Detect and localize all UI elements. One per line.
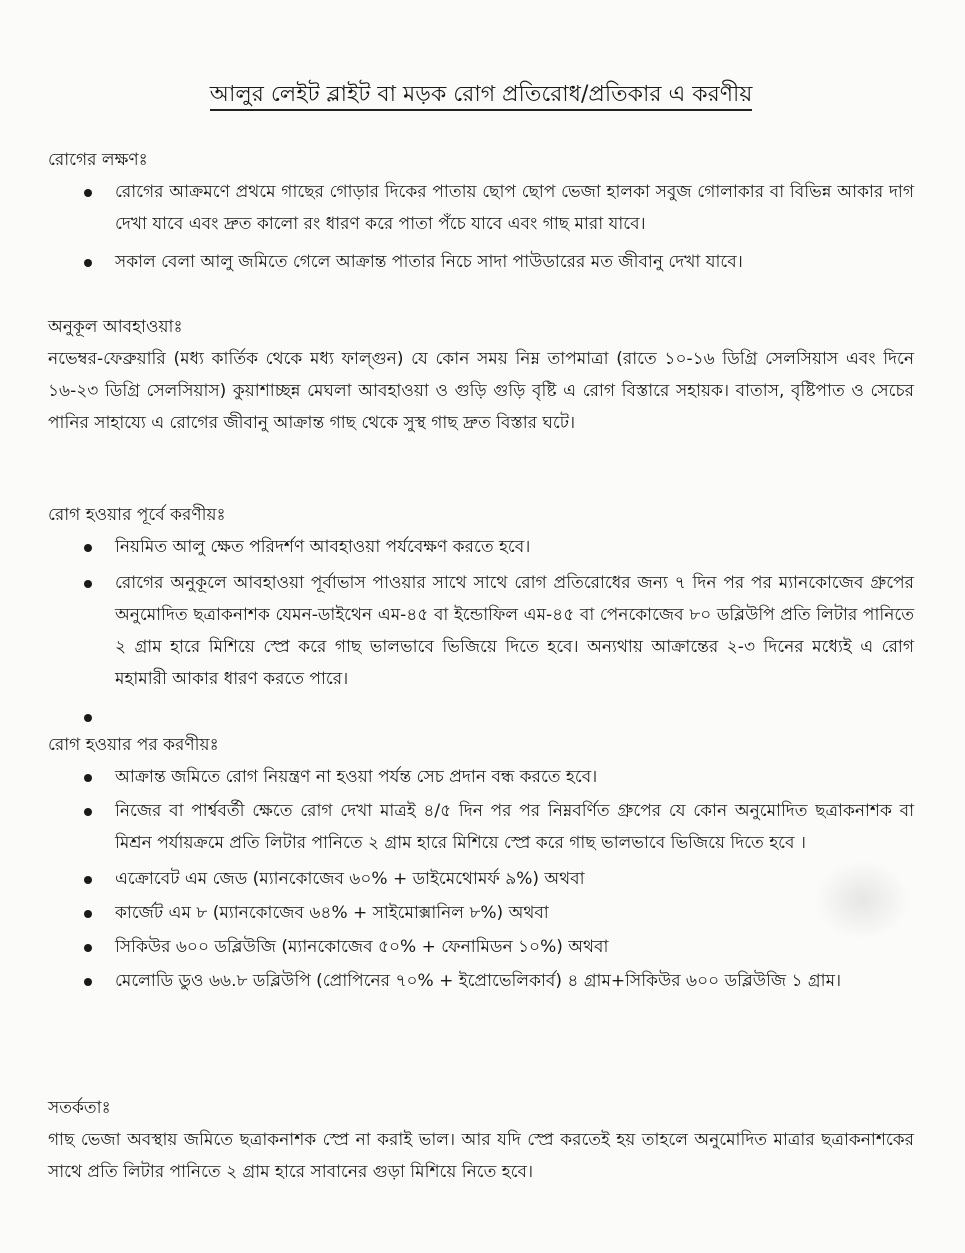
list-item: রোগের আক্রমণে প্রথমে গাছের গোড়ার দিকের পাতায় ছোপ ছোপ ভেজা হালকা সবুজ গোলাকার বা বিভিন্ন আকার দাগ দেখা যাবে এবং দ্রুত কালো রং ধারণ করে পাতা পঁচে যাবে এবং গাছ মারা যাবে। — [48, 176, 914, 240]
section-heading: রোগ হওয়ার পূর্বে করণীয়ঃ — [48, 505, 226, 525]
section-caution — [48, 1092, 914, 1188]
list-item: রোগের অনুকূলে আবহাওয়া পূর্বাভাস পাওয়ার সাথে সাথে রোগ প্রতিরোধের জন্য ৭ দিন পর পর ম্যানকোজেব গ্রুপের অনুমোদিত ছত্রাকনাশক যেমন-ডাইথেন এম-৪৫ বা ইন্ডোফিল এম-৪৫ বা পেনকোজেব ৮০ ডব্লিউপি প্রতি লিটার পানিতে ২ গ্রাম হারে মিশিয়ে স্প্রে করে গাছ ভালভাবে ভিজিয়ে দিতে হবে। অন্যথায় আক্রান্তের ২-৩ দিনের মধ্যেই এ রোগ মহামারী আকার ধারণ করতে পারে। — [48, 567, 914, 695]
list-item: নিয়মিত আলু ক্ষেত পরিদর্শণ আবহাওয়া পর্যবেক্ষণ করতে হবে। — [48, 531, 914, 563]
document-title — [48, 78, 914, 112]
section-after — [48, 729, 914, 997]
list-item: আক্রান্ত জমিতে রোগ নিয়ন্ত্রণ না হওয়া পর্যন্ত সেচ প্রদান বন্ধ করতে হবে। — [48, 761, 914, 793]
section-heading: রোগের লক্ষণঃ — [48, 150, 148, 170]
before-list — [48, 531, 914, 733]
caution-paragraph: গাছ ভেজা অবস্থায় জমিতে ছত্রাকনাশক স্প্রে না করাই ভাল। আর যদি স্প্রে করতেই হয় তাহলে অনুমোদিত মাত্রার ছত্রাকনাশকের সাথে প্রতি লিটার পানিতে ২ গ্রাম হারে সাবানের গুড়া মিশিয়ে নিতে হবে। — [48, 1130, 914, 1182]
section-before — [48, 499, 914, 733]
section-weather — [48, 311, 914, 439]
fungicide-item: সিকিউর ৬০০ ডব্লিউজি (ম্যানকোজেব ৫০% + ফেনামিডন ১০%) অথবা — [48, 931, 914, 963]
section-heading: অনুকূল আবহাওয়াঃ — [48, 317, 183, 337]
list-item: নিজের বা পার্শ্ববর্তী ক্ষেতে রোগ দেখা মাত্রই ৪/৫ দিন পর পর নিম্নবর্ণিত গ্রুপের যে কোন অনুমোদিত ছত্রাকনাশক বা মিশ্রন পর্যায়ক্রমে প্রতি লিটার পানিতে ২ গ্রাম হারে মিশিয়ে স্প্রে করে গাছ ভালভাবে ভিজিয়ে দিতে হবে । — [48, 795, 914, 859]
section-symptoms — [48, 144, 914, 278]
fungicide-item: মেলোডি ডুও ৬৬.৮ ডব্লিউপি (প্রোপিনের ৭০% + ইপ্রোভেলিকার্ব) ৪ গ্রাম+সিকিউর ৬০০ ডব্লিউজি ১ গ্রাম। — [48, 965, 914, 997]
after-list — [48, 761, 914, 997]
title-text: আলুর লেইট ব্লাইট বা মড়ক রোগ প্রতিরোধ/প্রতিকার এ করণীয় — [210, 82, 753, 111]
section-heading: সতর্কতাঃ — [48, 1098, 111, 1118]
list-item: সকাল বেলা আলু জমিতে গেলে আক্রান্ত পাতার নিচে সাদা পাউডারের মত জীবানু দেখা যাবে। — [48, 246, 914, 278]
fungicide-item: কার্জেট এম ৮ (ম্যানকোজেব ৬৪% + সাইমোক্সানিল ৮%) অথবা — [48, 897, 914, 929]
symptoms-list — [48, 176, 914, 278]
weather-paragraph: নভেম্বর-ফেব্রুয়ারি (মধ্য কার্তিক থেকে মধ্য ফাল্গুন) যে কোন সময় নিম্ন তাপমাত্রা (রাতে ১০-১৬ ডিগ্রি সেলসিয়াস এবং দিনে ১৬-২৩ ডিগ্রি সেলসিয়াস) কুয়াশাচ্ছন্ন মেঘলা আবহাওয়া ও গুড়ি গুড়ি বৃষ্টি এ রোগ বিস্তারে সহায়ক। বাতাস, বৃষ্টিপাত ও সেচের পানির সাহায্যে এ রোগের জীবানু আক্রান্ত গাছ থেকে সুস্থ গাছ দ্রুত বিস্তার ঘটে। — [48, 349, 914, 433]
section-heading: রোগ হওয়ার পর করণীয়ঃ — [48, 735, 219, 755]
fungicide-item: এক্রোবেট এম জেড (ম্যানকোজেব ৬০% + ডাইমেথোমর্ফ ৯%) অথবা — [48, 863, 914, 895]
